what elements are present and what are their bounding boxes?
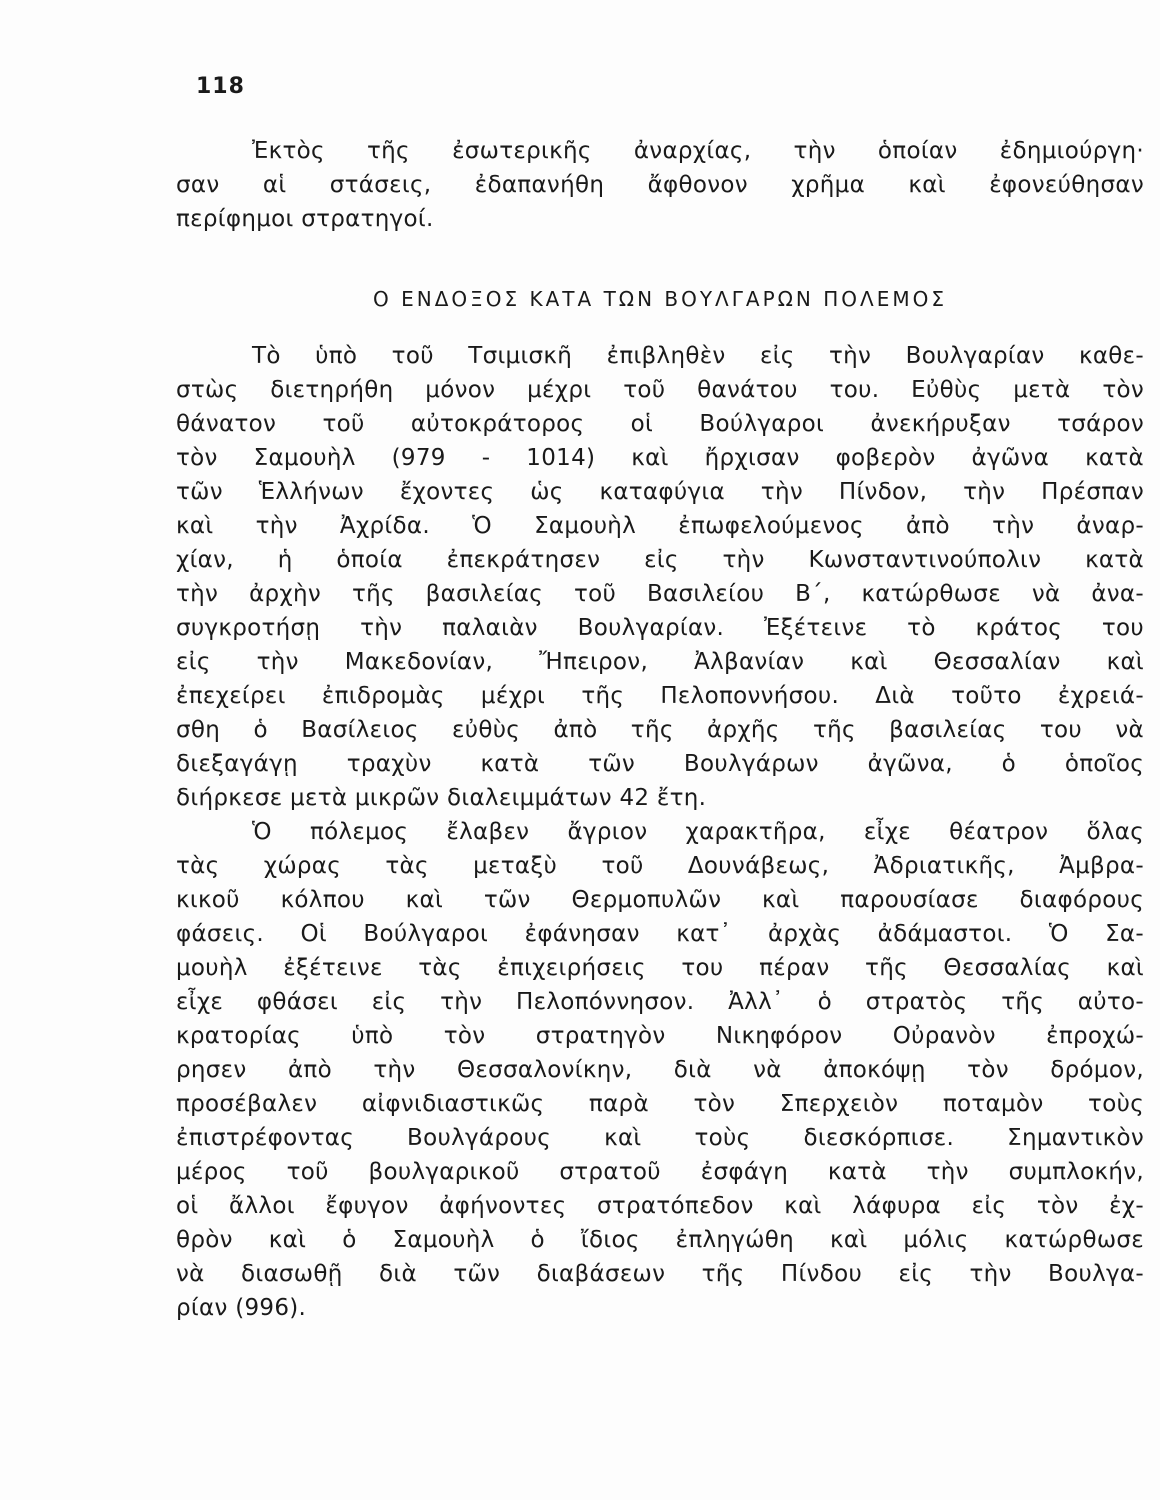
text-line: τὰς χώρας τὰς μεταξὺ τοῦ Δουνάβεως, Ἀδριατικῆς, Ἀμβρα-	[176, 853, 1144, 879]
text-line: κικοῦ κόλπου καὶ τῶν Θερμοπυλῶν καὶ παρουσίασε διαφόρους	[176, 887, 1144, 913]
text-line: καὶ τὴν Ἀχρίδα. Ὁ Σαμουὴλ ἐπωφελούμενος ἀπὸ τὴν ἀναρ-	[176, 513, 1144, 539]
text-line: Τὸ ὑπὸ τοῦ Τσιμισκῆ ἐπιβληθὲν εἰς τὴν Βουλγαρίαν καθε-	[252, 343, 1144, 369]
text-line: ρίαν (996).	[176, 1295, 307, 1321]
text-line: διεξαγάγῃ τραχὺν κατὰ τῶν Βουλγάρων ἀγῶνα, ὁ ὁποῖος	[176, 751, 1144, 777]
text-line: σθη ὁ Βασίλειος εὐθὺς ἀπὸ τῆς ἀρχῆς τῆς βασιλείας του νὰ	[176, 717, 1144, 743]
text-line: ρησεν ἀπὸ τὴν Θεσσαλονίκην, διὰ νὰ ἀποκόψῃ τὸν δρόμον,	[176, 1057, 1144, 1083]
text-line: ἐπεχείρει ἐπιδρομὰς μέχρι τῆς Πελοποννήσου. Διὰ τοῦτο ἐχρειά-	[176, 683, 1144, 709]
text-line: συγκροτήσῃ τὴν παλαιὰν Βουλγαρίαν. Ἐξέτεινε τὸ κράτος του	[176, 615, 1144, 641]
section-heading: Ο ΕΝΔΟΞΟΣ ΚΑΤΑ ΤΩΝ ΒΟΥΛΓΑΡΩΝ ΠΟΛΕΜΟΣ	[373, 287, 947, 311]
page-number: 118	[196, 74, 245, 99]
text-line: νὰ διασωθῇ διὰ τῶν διαβάσεων τῆς Πίνδου εἰς τὴν Βουλγα-	[176, 1261, 1144, 1287]
text-line: περίφημοι στρατηγοί.	[176, 206, 434, 232]
text-line: μουὴλ ἐξέτεινε τὰς ἐπιχειρήσεις του πέραν τῆς Θεσσαλίας καὶ	[176, 955, 1144, 981]
text-line: χίαν, ἡ ὁποία ἐπεκράτησεν εἰς τὴν Κωνσταντινούπολιν κατὰ	[176, 547, 1144, 573]
text-line: θρὸν καὶ ὁ Σαμουὴλ ὁ ἴδιος ἐπληγώθη καὶ μόλις κατώρθωσε	[176, 1227, 1144, 1253]
text-line: Ὁ πόλεμος ἔλαβεν ἄγριον χαρακτῆρα, εἶχε θέατρον ὅλας	[252, 819, 1144, 845]
text-line: τῶν Ἑλλήνων ἔχοντες ὡς καταφύγια τὴν Πίνδον, τὴν Πρέσπαν	[176, 479, 1144, 505]
text-line: Ἐκτὸς τῆς ἐσωτερικῆς ἀναρχίας, τὴν ὁποίαν ἐδημιούργη·	[252, 138, 1144, 164]
text-line: εἶχε φθάσει εἰς τὴν Πελοπόννησον. Ἀλλ᾽ ὁ στρατὸς τῆς αὐτο-	[176, 989, 1144, 1015]
text-line: φάσεις. Οἱ Βούλγαροι ἐφάνησαν κατ᾽ ἀρχὰς ἀδάμαστοι. Ὁ Σα-	[176, 921, 1144, 947]
text-line: μέρος τοῦ βουλγαρικοῦ στρατοῦ ἐσφάγη κατὰ τὴν συμπλοκήν,	[176, 1159, 1144, 1185]
text-line: ἐπιστρέφοντας Βουλγάρους καὶ τοὺς διεσκόρπισε. Σημαντικὸν	[176, 1125, 1144, 1151]
text-line: κρατορίας ὑπὸ τὸν στρατηγὸν Νικηφόρον Οὐρανὸν ἐπροχώ-	[176, 1023, 1144, 1049]
text-line: σαν αἱ στάσεις, ἐδαπανήθη ἄφθονον χρῆμα καὶ ἐφονεύθησαν	[176, 172, 1144, 198]
text-line: τὴν ἀρχὴν τῆς βασιλείας τοῦ Βασιλείου Β΄, κατώρθωσε νὰ ἀνα-	[176, 581, 1144, 607]
text-line: οἱ ἄλλοι ἔφυγον ἀφήνοντες στρατόπεδον καὶ λάφυρα εἰς τὸν ἐχ-	[176, 1193, 1144, 1219]
text-line: θάνατον τοῦ αὐτοκράτορος οἱ Βούλγαροι ἀνεκήρυξαν τσάρον	[176, 411, 1144, 437]
text-line: διήρκεσε μετὰ μικρῶν διαλειμμάτων 42 ἔτη.	[176, 785, 707, 811]
text-line: τὸν Σαμουὴλ (979 - 1014) καὶ ἤρχισαν φοβερὸν ἀγῶνα κατὰ	[176, 445, 1144, 471]
text-line: εἰς τὴν Μακεδονίαν, Ἤπειρον, Ἀλβανίαν καὶ Θεσσαλίαν καὶ	[176, 649, 1144, 675]
text-line: στὼς διετηρήθη μόνον μέχρι τοῦ θανάτου του. Εὐθὺς μετὰ τὸν	[176, 377, 1144, 403]
text-line: προσέβαλεν αἰφνιδιαστικῶς παρὰ τὸν Σπερχειὸν ποταμὸν τοὺς	[176, 1091, 1144, 1117]
